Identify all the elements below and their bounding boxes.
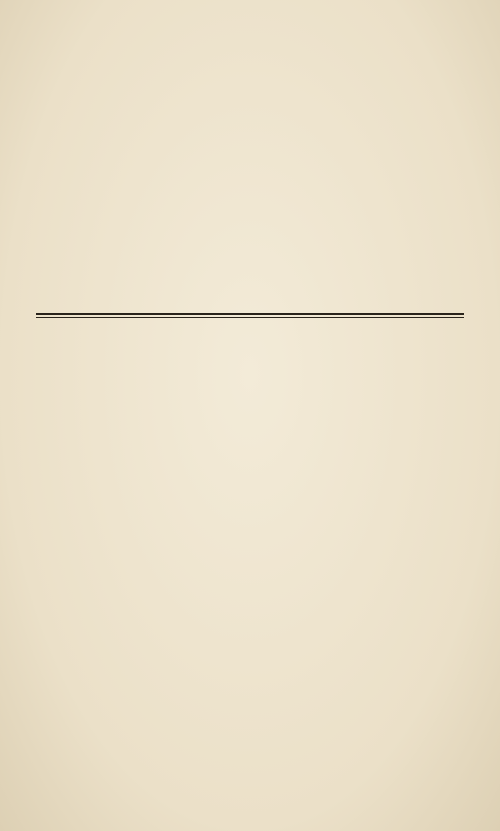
section-rule — [36, 313, 464, 315]
section-rule-thin — [36, 317, 464, 318]
